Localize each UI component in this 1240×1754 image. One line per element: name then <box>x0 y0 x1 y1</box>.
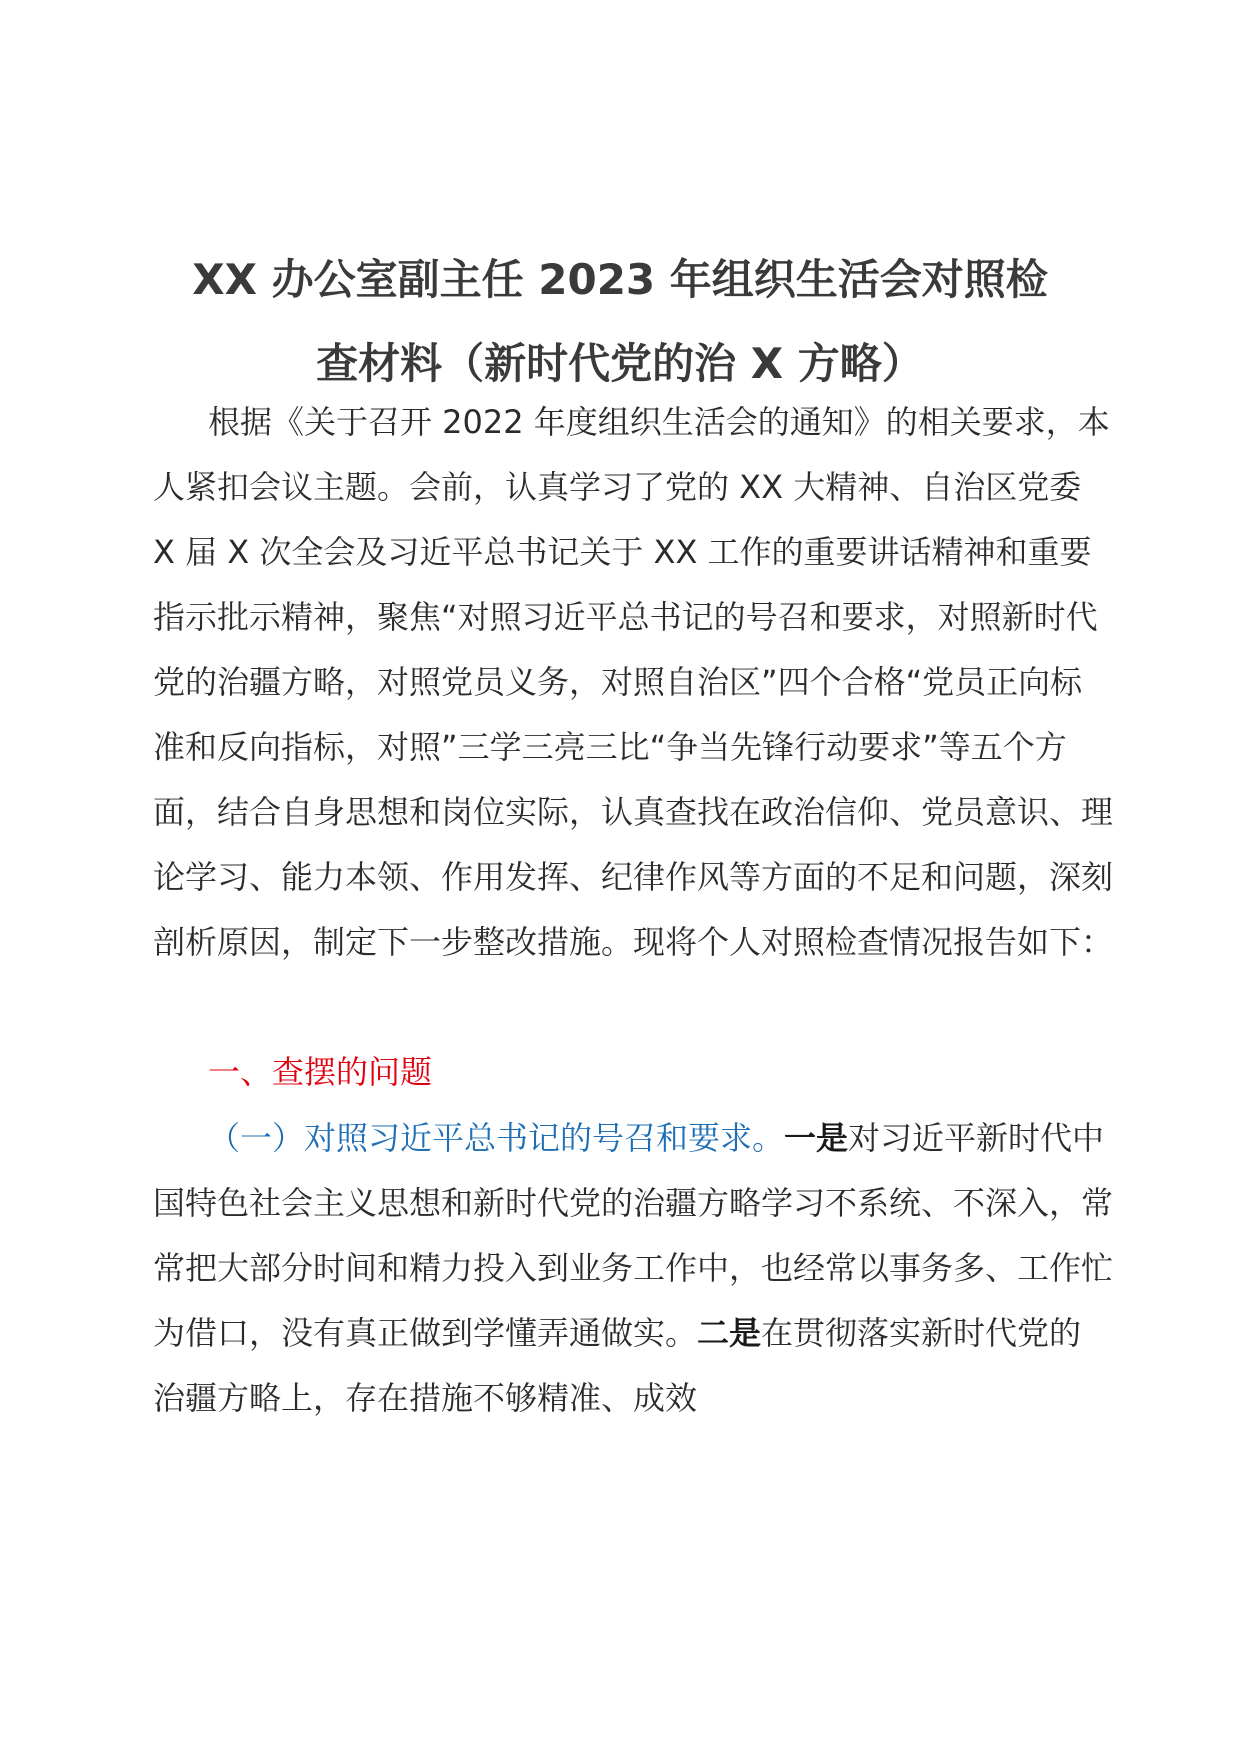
title-line-2: 查材料（新时代党的治 X 方略） <box>316 339 924 388</box>
section-heading-problems: 一、查摆的问题 <box>208 1053 433 1091</box>
point-label-2: 二是 <box>697 1314 762 1352</box>
subsection-heading-1: （一）对照习近平总书记的号召和要求。 <box>208 1119 785 1157</box>
subsection-paragraph-1 <box>153 1106 1113 1431</box>
intro-paragraph: 根据《关于召开 2022 年度组织生活会的通知》的相关要求，本人紧扣会议主题。会前，认真学习了党的 XX 大精神、自治区党委 X 届 X 次全会及习近平总书记关于 XX 工作的重要讲话精神和重要指示批示精神，聚焦“对照习近平总书记的号召和要求，对照新时代党的治疆方略，对照党员义务，对照自治区”四个合格“党员正向标准和反向指标，对照”三学三亮三比“争当先锋行动要求”等五个方面，结合自身思想和岗位实际，认真查找在政治信仰、党员意识、理论学习、能力本领、作用发挥、纪律作风等方面的不足和问题，深刻剖析原因，制定下一步整改措施。现将个人对照检查情况报告如下： <box>153 403 1114 961</box>
point-text-2: 在贯彻落实新时代党的治疆方略上，存在措施不够精准、成效 <box>153 1314 1082 1417</box>
document-title <box>140 238 1100 406</box>
point-text-1: 对习近平新时代中国特色社会主义思想和新时代党的治疆方略学习不系统、不深入，常常把大部分时间和精力投入到业务工作中，也经常以事务多、工作忙为借口，没有真正做到学懂弄通做实。 <box>153 1119 1114 1352</box>
point-label-1: 一是 <box>784 1119 849 1157</box>
title-line-1: XX 办公室副主任 2023 年组织生活会对照检 <box>192 255 1048 304</box>
